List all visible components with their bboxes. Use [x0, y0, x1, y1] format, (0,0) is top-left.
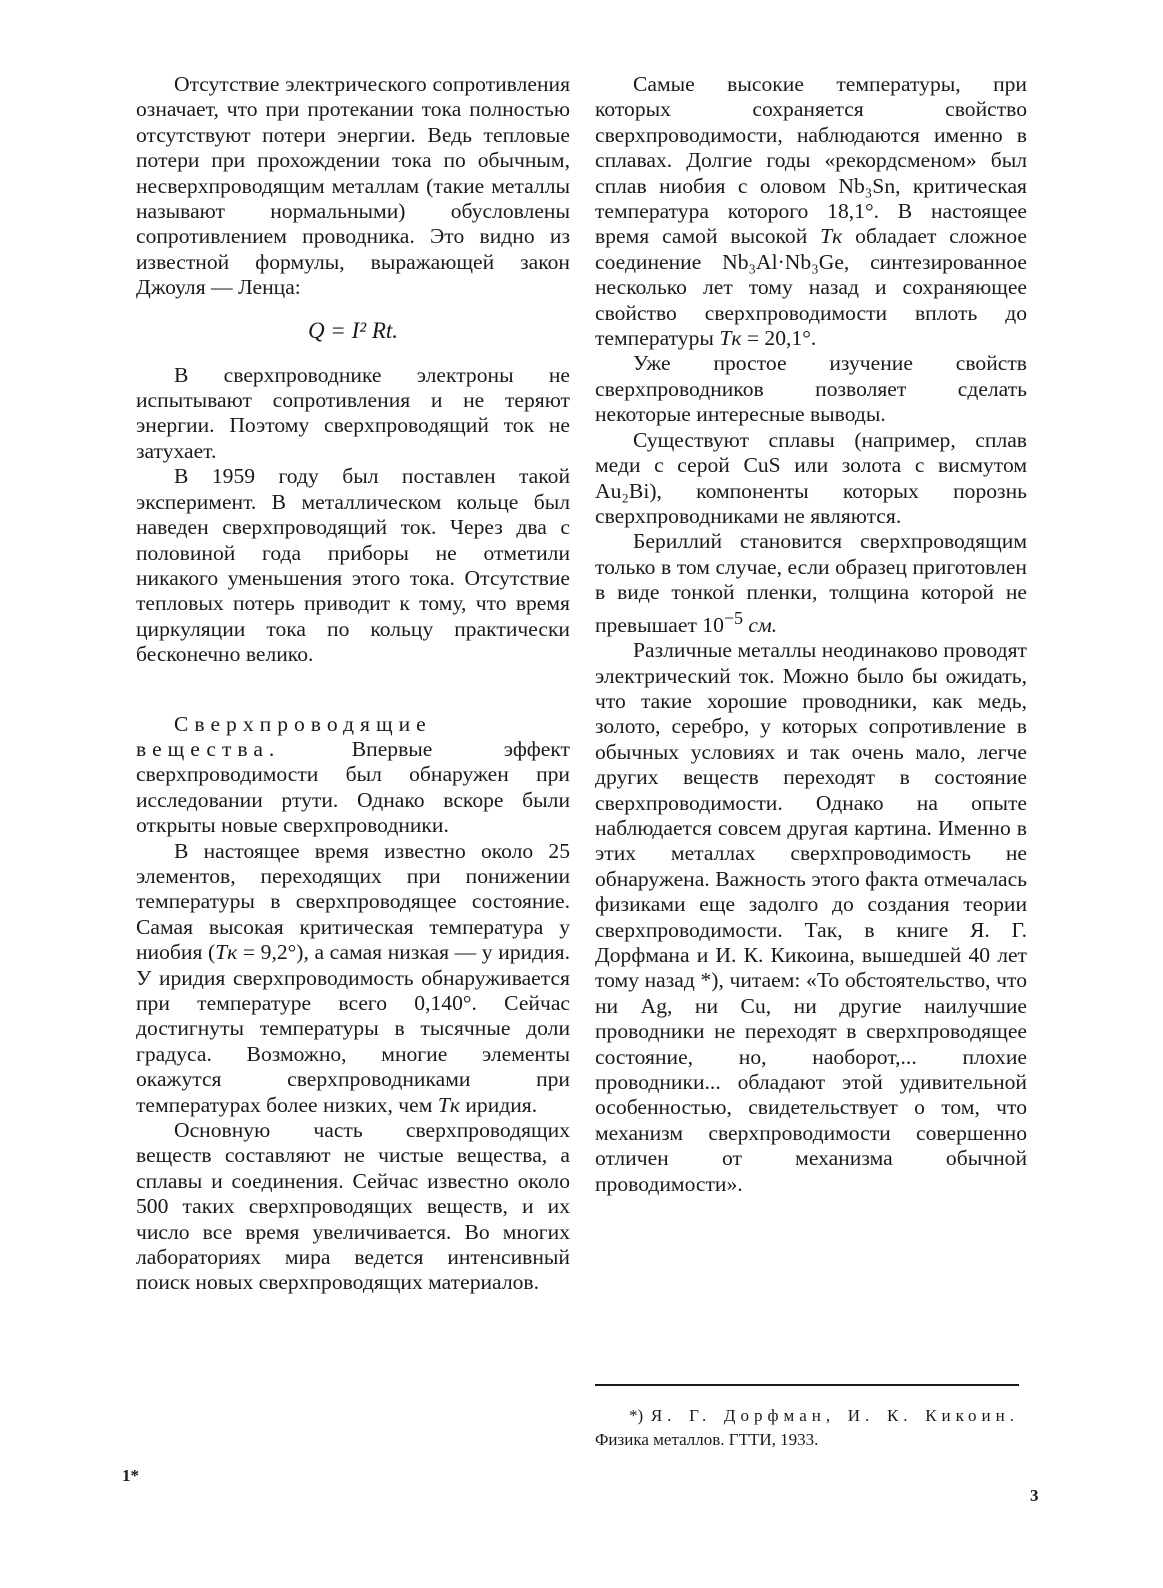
paragraph: В 1959 году был поставлен такой эксперимент. В металлическом кольце был наведен сверхпроводящий ток. Через два с половиной года приборы не отметили никакого уменьшения этого тока. Отсутствие тепловых потерь приводит к тому, что время циркуляции тока по кольцу практически бесконечно велико. — [136, 464, 570, 667]
section-gap — [136, 668, 570, 712]
paragraph-text: В настоящее время известно около 25 элементов, переходящих при понижении температуры в сверхпроводящее состояние. Самая высокая критическая температура у ниобия ( — [136, 838, 570, 965]
section-heading: Сверхпроводящие вещества. — [136, 711, 432, 761]
footnote — [595, 1404, 1019, 1452]
paragraph: Уже простое изучение свойств сверхпроводников позволяет сделать некоторые интересные выводы. — [595, 351, 1027, 427]
footnote-marker: *) — [629, 1406, 644, 1425]
paragraph-text: = 9,2°), а самая низкая — у иридия. У иридия сверхпроводимость обнаруживается при температуре всего 0,140°. Сейчас достигнуты температуры в тысячные доли градуса. Возможно, многие элементы окажутся сверхпроводниками при температурах более низких, чем — [136, 940, 570, 1117]
signature-mark: 1* — [122, 1466, 139, 1485]
tk-symbol: Tк — [719, 326, 742, 351]
unit: см. — [743, 612, 778, 637]
tk-symbol: Tк — [215, 940, 238, 965]
paragraph: Существуют сплавы (например, сплав меди с серой CuS или золота с висмутом Au₂Bi), компоненты которых порознь сверхпроводниками не являются. — [595, 427, 1027, 528]
paragraph-text: Бериллий становится сверхпроводящим только в том случае, если образец приготовлен в виде тонкой пленки, толщина которой не превышает 10 — [595, 529, 1027, 637]
paragraph-text: обладает сложное соединение Nb₃Al·Nb₃Ge, синтезированное несколько лет тому назад и сохраняющее свойство сверхпроводимости вплоть до температуры — [595, 224, 1028, 351]
joule-lenz-formula: Q = I² Rt. — [307, 317, 399, 343]
footnote-text: Физика металлов. ГТТИ, 1933. — [595, 1430, 819, 1449]
left-column — [136, 72, 570, 1296]
right-column — [595, 72, 1027, 1197]
paragraph: Отсутствие электрического сопротивления означает, что при протекании тока полностью отсутствуют потери энергии. Ведь тепловые потери при прохождении тока по обычным, несверхпроводящим металлам (такие металлы называют нормальными) обусловлены сопротивлением проводника. Это видно из известной формулы, выражающей закон Джоуля — Ленца: — [136, 72, 570, 300]
tk-symbol: Tк — [820, 224, 843, 249]
paragraph: Различные металлы неодинаково проводят электрический ток. Можно было бы ожидать, что такие хорошие проводники, как медь, золото, серебро, у которых сопротивление в обычных условиях и так очень мало, легче других веществ переходят в состояние сверхпроводимости. Однако на опыте наблюдается совсем другая картина. Именно в этих металлах сверхпроводимость не обнаружена. Важность этого факта отмечалась физиками еще задолго до создания теории сверхпроводимости. Так, в книге Я. Г. Дорфмана и И. К. Кикоина, вышедшей 40 лет тому назад *), читаем: «То обстоятельство, что ни Ag, ни Cu, ни другие наилучшие проводники не переходят в сверхпроводящее состояние, но, наоборот,... плохие проводники... обладают этой удивительной особенностью, свидетельствует о том, что механизм сверхпроводимости совершенно отличен от механизма обычной проводимости». — [595, 638, 1027, 1196]
paragraph-text: Впервые эффект сверхпроводимости был обнаружен при исследовании ртути. Однако вскоре были открыты новые сверхпроводники. — [136, 736, 570, 838]
paragraph-text: = 20,1°. — [741, 326, 817, 351]
paragraph — [136, 839, 570, 1118]
paragraph-text: Самые высокие температуры, при которых сохраняется свойство сверхпроводимости, наблюдаются именно в сплавах. Долгие годы «рекордсменом» был сплав ниобия с оловом Nb₃Sn, критическая температура которого 18,1°. В настоящее время самой высокой — [595, 72, 1027, 249]
paragraph — [595, 529, 1027, 638]
footnote-authors: Я. Г. Дорфман, И. К. Кикоин. — [650, 1406, 1019, 1425]
tk-symbol: Tк — [437, 1092, 460, 1117]
paragraph: В сверхпроводнике электроны не испытывают сопротивления и не теряют энергии. Поэтому сверхпроводящий ток не затухает. — [136, 362, 570, 463]
paragraph — [595, 72, 1027, 351]
page-number: 3 — [1030, 1486, 1039, 1505]
paragraph-text: иридия. — [459, 1092, 538, 1117]
paragraph: Основную часть сверхпроводящих веществ составляют не чистые вещества, а сплавы и соединения. Сейчас известно около 500 таких сверхпроводящих веществ, и их число все время увеличивается. Во многих лабораториях мира ведется интенсивный поиск новых сверхпроводящих материалов. — [136, 1118, 570, 1295]
paragraph — [136, 712, 570, 839]
exponent: −5 — [723, 607, 744, 628]
footnote-rule — [595, 1384, 1019, 1386]
